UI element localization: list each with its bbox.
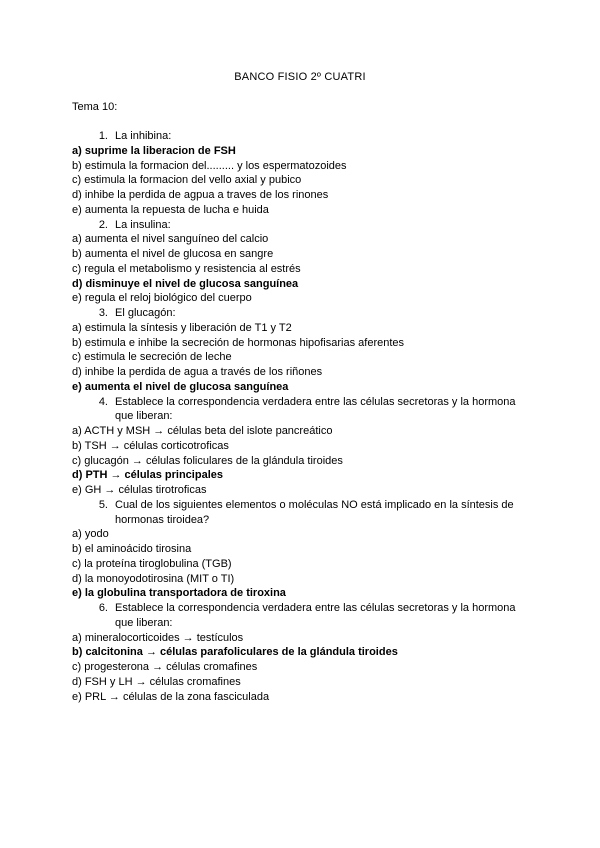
question-number: 1. bbox=[98, 130, 108, 142]
answer-option: e) la globulina transportadora de tiroxina bbox=[72, 587, 286, 600]
answer-option: e) regula el reloj biológico del cuerpo bbox=[72, 292, 252, 305]
question-1 bbox=[72, 129, 532, 218]
answer-option: c) regula el metabolismo y resistencia al estrés bbox=[72, 262, 301, 275]
document-title: BANCO FISIO 2º CUATRI bbox=[234, 71, 366, 83]
question-number: 3. bbox=[98, 307, 108, 319]
question-text: Establece la correspondencia verdadera entre las células secretoras y la hormona que liberan: bbox=[115, 602, 516, 629]
question-3 bbox=[72, 306, 532, 395]
question-text: Cual de los siguientes elementos o moléculas NO está implicado en la síntesis de hormonas tiroidea? bbox=[115, 498, 514, 526]
answer-option: b) estimula la formacion del......... y los espermatozoides bbox=[72, 159, 347, 172]
question-stem bbox=[72, 129, 532, 144]
question-number: 5. bbox=[98, 498, 108, 511]
answer-option: d) inhibe la perdida de agpua a traves de los rinones bbox=[72, 189, 329, 201]
answer-option: a) yodo bbox=[72, 528, 109, 541]
question-4 bbox=[72, 395, 532, 498]
answer-option: d) FSH y LH → células cromafines bbox=[72, 675, 241, 688]
question-stem bbox=[72, 601, 532, 631]
answer-option: a) aumenta el nivel sanguíneo del calcio bbox=[72, 233, 269, 246]
answer-option: a) ACTH y MSH → células beta del islote pancreático bbox=[72, 425, 333, 437]
question-stem bbox=[72, 306, 532, 321]
answer-option: b) el aminoácido tirosina bbox=[72, 543, 192, 555]
answer-option: c) la proteína tiroglobulina (TGB) bbox=[72, 557, 232, 570]
question-text: La insulina: bbox=[115, 218, 171, 231]
question-number: 2. bbox=[98, 218, 108, 231]
answer-option: a) estimula la síntesis y liberación de T1 y T2 bbox=[72, 321, 292, 334]
answer-option: a) mineralocorticoides → testículos bbox=[72, 631, 244, 644]
answer-option: e) aumenta la repuesta de lucha e huida bbox=[72, 203, 269, 216]
answer-option: d) inhibe la perdida de agua a través de los riñones bbox=[72, 366, 323, 378]
answer-option: c) progesterona → células cromafines bbox=[72, 661, 258, 673]
question-number: 4. bbox=[98, 395, 108, 408]
question-stem bbox=[72, 498, 532, 528]
question-stem bbox=[72, 218, 532, 233]
topic-heading: Tema 10: bbox=[72, 101, 118, 113]
answer-option: c) estimula le secreción de leche bbox=[72, 351, 232, 364]
answer-option: e) PRL → células de la zona fasciculada bbox=[72, 690, 270, 703]
answer-option: e) aumenta el nivel de glucosa sanguínea bbox=[72, 380, 289, 393]
answer-option: d) disminuye el nivel de glucosa sanguínea bbox=[72, 277, 299, 290]
answer-option: b) aumenta el nivel de glucosa en sangre bbox=[72, 248, 274, 260]
answer-option: e) GH → células tirotroficas bbox=[72, 484, 207, 496]
question-6 bbox=[72, 601, 532, 704]
question-text: El glucagón: bbox=[115, 307, 176, 319]
answer-option: a) suprime la liberacion de FSH bbox=[72, 144, 236, 157]
question-5 bbox=[72, 498, 532, 601]
question-text: Establece la correspondencia verdadera entre las células secretoras y la hormona que liberan: bbox=[115, 395, 516, 423]
answer-option: d) la monoyodotirosina (MIT o TI) bbox=[72, 572, 235, 585]
question-list bbox=[72, 129, 532, 704]
question-text: La inhibina: bbox=[115, 130, 172, 142]
answer-option: c) glucagón → células foliculares de la glándula tiroides bbox=[72, 454, 343, 467]
question-2 bbox=[72, 218, 532, 307]
question-stem bbox=[72, 395, 532, 425]
question-number: 6. bbox=[98, 602, 108, 614]
answer-option: b) TSH → células corticotroficas bbox=[72, 439, 229, 452]
answer-option: d) PTH → células principales bbox=[72, 469, 223, 482]
answer-option: b) estimula e inhibe la secreción de hormonas hipofisarias aferentes bbox=[72, 336, 405, 349]
answer-option: b) calcitonina → células parafoliculares de la glándula tiroides bbox=[72, 646, 398, 659]
answer-option: c) estimula la formacion del vello axial y pubico bbox=[72, 174, 302, 187]
